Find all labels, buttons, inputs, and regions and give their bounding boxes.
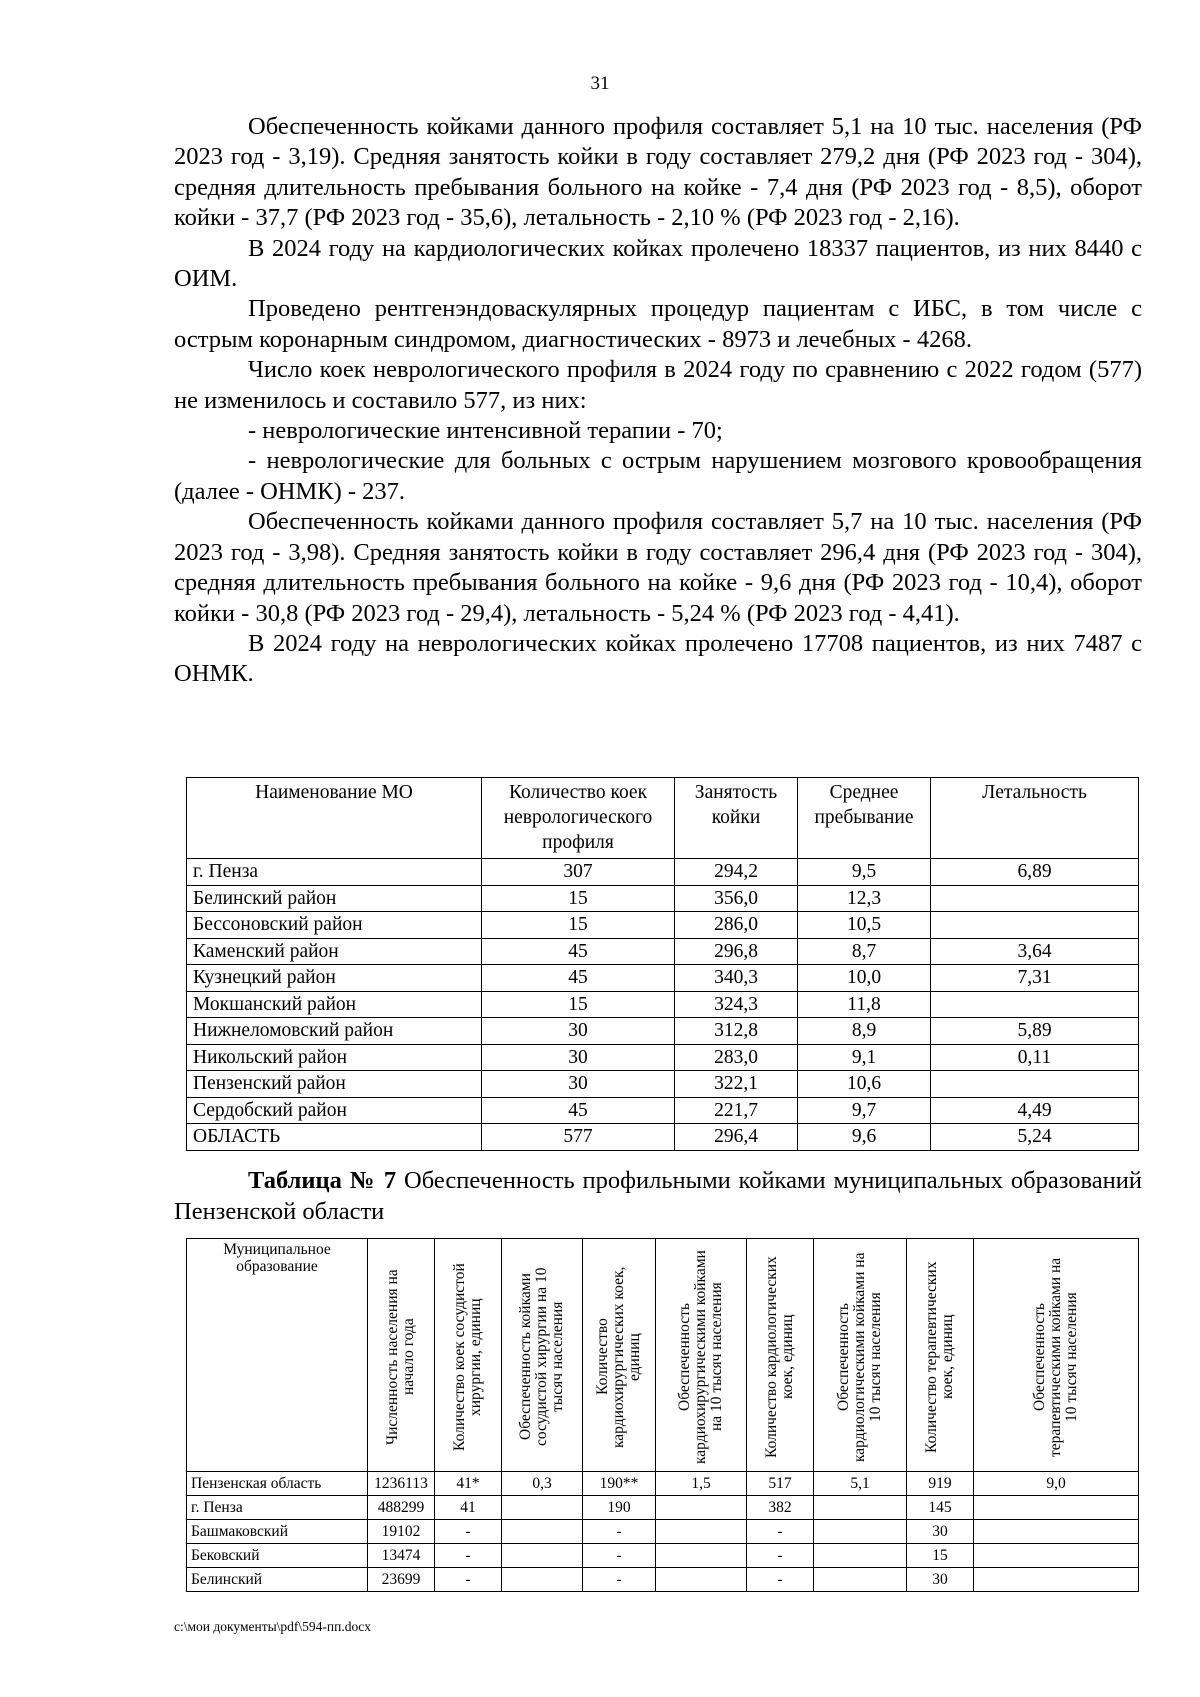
table-cell: Пензенская область (187, 1472, 368, 1496)
table-cell: 15 (482, 912, 675, 939)
column-header: Летальность (931, 778, 1139, 859)
table-cell: 307 (482, 859, 675, 886)
table-row (187, 1071, 1139, 1098)
table-row (187, 1044, 1139, 1071)
table-row (187, 965, 1139, 992)
column-header: Наименование МО (187, 778, 482, 859)
table-cell: 15 (482, 991, 675, 1018)
table-cell (814, 1544, 907, 1568)
column-header (747, 1239, 814, 1472)
table-cell: Никольский район (187, 1044, 482, 1071)
table-cell (974, 1520, 1139, 1544)
table-row (187, 1472, 1139, 1496)
table-cell: Башмаковский (187, 1520, 368, 1544)
table-cell: - (747, 1544, 814, 1568)
table-cell: 1,5 (656, 1472, 747, 1496)
table-row (187, 1124, 1139, 1151)
column-header (502, 1239, 583, 1472)
column-header-text: Количество коек сосудистой хирургии, единиц (451, 1263, 484, 1451)
table-cell: - (583, 1520, 656, 1544)
table-cell: ОБЛАСТЬ (187, 1124, 482, 1151)
table-cell: 5,24 (931, 1124, 1139, 1151)
table-cell: 10,5 (798, 912, 931, 939)
table-cell: 6,89 (931, 859, 1139, 886)
table-cell (931, 1071, 1139, 1098)
table-cell (656, 1496, 747, 1520)
table-cell: Кузнецкий район (187, 965, 482, 992)
table-cell: 190 (583, 1496, 656, 1520)
table-cell (814, 1496, 907, 1520)
table-cell (814, 1520, 907, 1544)
table-cell: - (435, 1520, 502, 1544)
table-cell: Бековский (187, 1544, 368, 1568)
table-cell: - (435, 1544, 502, 1568)
column-header (974, 1239, 1139, 1472)
table-cell: 9,5 (798, 859, 931, 886)
table-row (187, 991, 1139, 1018)
table-cell: 41 (435, 1496, 502, 1520)
table-cell: 30 (482, 1071, 675, 1098)
table-cell: 9,6 (798, 1124, 931, 1151)
table-cell: 11,8 (798, 991, 931, 1018)
table-cell (931, 885, 1139, 912)
table-cell: 322,1 (675, 1071, 798, 1098)
table-row (187, 938, 1139, 965)
table-cell: Белинский район (187, 885, 482, 912)
table-cell: Белинский (187, 1568, 368, 1592)
table-header-row (187, 1239, 1139, 1472)
column-header-text: Количество кардиологических коек, единиц (763, 1256, 796, 1458)
table-cell: 286,0 (675, 912, 798, 939)
table-cell: - (435, 1568, 502, 1592)
table-row (187, 912, 1139, 939)
table-cell: 382 (747, 1496, 814, 1520)
table-cell: 10,0 (798, 965, 931, 992)
table-cell (656, 1520, 747, 1544)
table-cell: 4,49 (931, 1097, 1139, 1124)
table-row (187, 885, 1139, 912)
paragraph: Число коек неврологического профиля в 2024 году по сравнению с 2022 годом (577) не изменилось и составило 577, из них: (174, 356, 1142, 414)
table-cell: 30 (482, 1044, 675, 1071)
table-cell: 517 (747, 1472, 814, 1496)
column-header-text: Количество кардиохирургических коек, единиц (594, 1266, 643, 1448)
table-row (187, 1496, 1139, 1520)
table-cell: 30 (482, 1018, 675, 1045)
table-cell (814, 1568, 907, 1592)
table-cell: 9,7 (798, 1097, 931, 1124)
table-cell: 30 (907, 1520, 974, 1544)
column-header: Количество коек неврологического профиля (482, 778, 675, 859)
table-cell: 30 (907, 1568, 974, 1592)
table-cell: 0,3 (502, 1472, 583, 1496)
table-cell: 7,31 (931, 965, 1139, 992)
table-cell (502, 1520, 583, 1544)
caption-text: Обеспеченность профильными койками муниципальных образований Пензенской области (174, 1167, 1142, 1225)
table-header-row (187, 778, 1139, 859)
table-cell: 45 (482, 938, 675, 965)
table-cell: 8,7 (798, 938, 931, 965)
paragraph: В 2024 году на кардиологических койках пролечено 18337 пациентов, из них 8440 с ОИМ. (174, 234, 1142, 293)
column-header-text: Обеспеченность терапевтическими койками на 10 тысяч населения (1031, 1257, 1080, 1457)
table-cell: 9,1 (798, 1044, 931, 1071)
table-cell: 45 (482, 965, 675, 992)
table-cell: Каменский район (187, 938, 482, 965)
table-cell: 15 (482, 885, 675, 912)
column-header-text: Обеспеченность кардиохирургическими койками на 10 тысяч населения (676, 1250, 725, 1464)
table-cell (974, 1568, 1139, 1592)
column-header: Среднее пребывание (798, 778, 931, 859)
table-cell: 296,8 (675, 938, 798, 965)
table-cell: 23699 (368, 1568, 435, 1592)
table-caption (174, 1165, 1142, 1227)
table-cell (502, 1496, 583, 1520)
column-header: Муниципальное образование (187, 1239, 368, 1472)
column-header (814, 1239, 907, 1472)
table-cell: - (583, 1568, 656, 1592)
table-cell: 190** (583, 1472, 656, 1496)
table-cell: 294,2 (675, 859, 798, 886)
table-cell: Пензенский район (187, 1071, 482, 1098)
column-header: Занятость койки (675, 778, 798, 859)
table-cell: 1236113 (368, 1472, 435, 1496)
table-cell: 10,6 (798, 1071, 931, 1098)
table-cell (656, 1568, 747, 1592)
table-cell: 15 (907, 1544, 974, 1568)
table-cell: 0,11 (931, 1044, 1139, 1071)
table-cell: 12,3 (798, 885, 931, 912)
table-cell: 577 (482, 1124, 675, 1151)
page-number: 31 (590, 73, 610, 94)
paragraph: - неврологические интенсивной терапии - 70; (248, 417, 723, 445)
paragraph: В 2024 году на неврологических койках пролечено 17708 пациентов, из них 7487 с ОНМК. (174, 629, 1142, 688)
table-cell: Нижнеломовский район (187, 1018, 482, 1045)
table-cell: 488299 (368, 1496, 435, 1520)
paragraph: Обеспеченность койками данного профиля составляет 5,1 на 10 тыс. населения (РФ 2023 год - 3,19). Средняя занятость койки в году составляет 279,2 дня (РФ 2023 год - 304), средняя длительность пребывания больного на койке - 7,4 дня (РФ 2023 год - 8,5), оборот койки - 37,7 (РФ 2023 год - 35,6), летальность - 2,10 % (РФ 2023 год - 2,16). (174, 113, 1142, 232)
table-cell: 8,9 (798, 1018, 931, 1045)
table-cell: 5,1 (814, 1472, 907, 1496)
table-cell: 5,89 (931, 1018, 1139, 1045)
paragraph: - неврологические для больных с острым нарушением мозгового кровообращения (далее - ОНМК) - 237. (174, 447, 1142, 505)
column-header (656, 1239, 747, 1472)
table-cell: 3,64 (931, 938, 1139, 965)
table-cell: 9,0 (974, 1472, 1139, 1496)
table-cell: 13474 (368, 1544, 435, 1568)
table-cell (974, 1544, 1139, 1568)
table-row (187, 1097, 1139, 1124)
neuro-beds-table (186, 777, 1139, 1151)
table-cell: - (747, 1520, 814, 1544)
table-cell: - (583, 1544, 656, 1568)
table-cell: 356,0 (675, 885, 798, 912)
table-cell: 919 (907, 1472, 974, 1496)
table-cell (502, 1568, 583, 1592)
column-header (583, 1239, 656, 1472)
table-cell: г. Пенза (187, 1496, 368, 1520)
table-cell: 45 (482, 1097, 675, 1124)
column-header-text: Обеспеченность кардиологическими койками на 10 тысяч населения (835, 1252, 884, 1462)
table-cell: - (747, 1568, 814, 1592)
paragraph: Обеспеченность койками данного профиля составляет 5,7 на 10 тыс. населения (РФ 2023 год - 3,98). Средняя занятость койки в году составляет 296,4 дня (РФ 2023 год - 304), средняя длительность пребывания больного на койке - 9,6 дня (РФ 2023 год - 10,4), оборот койки - 30,8 (РФ 2023 год - 29,4), летальность - 5,24 % (РФ 2023 год - 4,41). (174, 508, 1142, 627)
column-header (368, 1239, 435, 1472)
table-cell: г. Пенза (187, 859, 482, 886)
caption-label: Таблица № 7 (248, 1167, 397, 1194)
column-header-text: Численность населения на начало года (384, 1269, 417, 1445)
column-header (907, 1239, 974, 1472)
table-cell: 312,8 (675, 1018, 798, 1045)
table-cell: 19102 (368, 1520, 435, 1544)
column-header-text: Количество терапевтических коек, единиц (923, 1261, 956, 1453)
table-row (187, 859, 1139, 886)
body-text (174, 112, 1142, 690)
table-cell (931, 912, 1139, 939)
table-cell (931, 991, 1139, 1018)
table-cell: 221,7 (675, 1097, 798, 1124)
column-header-text: Обеспеченность койками сосудистой хирургии на 10 тысяч населения (517, 1267, 566, 1447)
municipal-beds-table (186, 1238, 1139, 1592)
table-cell: Бессоновский район (187, 912, 482, 939)
table-cell: 340,3 (675, 965, 798, 992)
table-cell: 145 (907, 1496, 974, 1520)
table-cell: 296,4 (675, 1124, 798, 1151)
table-cell: 283,0 (675, 1044, 798, 1071)
table-cell: 324,3 (675, 991, 798, 1018)
table-row (187, 1520, 1139, 1544)
table-row (187, 1018, 1139, 1045)
table-row (187, 1568, 1139, 1592)
file-path-footer: c:\мои документы\pdf\594-пп.docx (174, 1619, 371, 1634)
table-cell: 41* (435, 1472, 502, 1496)
table-cell (656, 1544, 747, 1568)
table-cell: Сердобский район (187, 1097, 482, 1124)
table-row (187, 1544, 1139, 1568)
table-cell: Мокшанский район (187, 991, 482, 1018)
table-cell (502, 1544, 583, 1568)
paragraph: Проведено рентгенэндоваскулярных процедур пациентам с ИБС, в том числе с острым коронарным синдромом, диагностических - 8973 и лечебных - 4268. (174, 295, 1142, 353)
column-header (435, 1239, 502, 1472)
table-cell (974, 1496, 1139, 1520)
